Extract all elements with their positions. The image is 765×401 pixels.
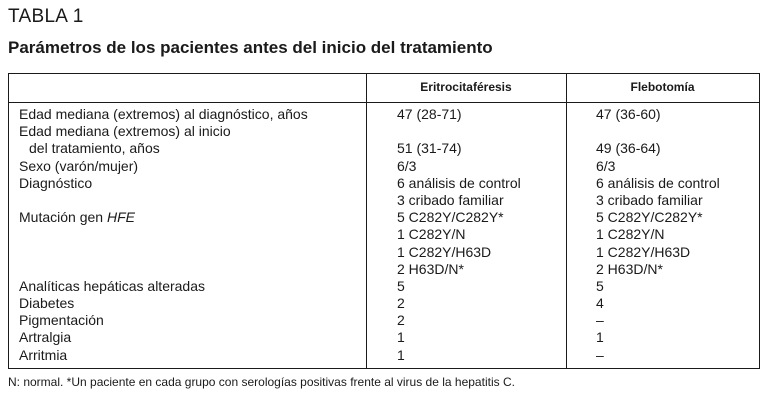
eritrocitaferesis-cell: 1 — [397, 329, 405, 346]
param-cell: Diabetes — [19, 295, 75, 312]
eritrocitaferesis-cell: 2 H63D/N* — [397, 260, 464, 277]
flebotomia-cell: 6/3 — [596, 157, 616, 174]
flebotomia-cell: 2 H63D/N* — [596, 260, 663, 277]
flebotomia-cell: – — [596, 312, 604, 329]
table-row — [9, 244, 759, 261]
eritrocitaferesis-cell: 1 — [397, 346, 405, 363]
eritrocitaferesis-cell: 1 C282Y/H63D — [397, 243, 492, 260]
flebotomia-cell: 5 — [596, 277, 604, 294]
param-cell: Diagnóstico — [19, 174, 93, 191]
param-cell: Artralgia — [19, 329, 72, 346]
flebotomia-cell: 5 C282Y/C282Y* — [596, 209, 703, 226]
table-row — [9, 192, 759, 209]
table-row — [9, 106, 759, 123]
param-cell: Arritmia — [19, 346, 68, 363]
table-row — [9, 226, 759, 243]
gene-name: HFE — [106, 209, 135, 226]
param-cell: Edad mediana (extremos) al inicio — [19, 123, 231, 140]
table-row — [9, 347, 759, 364]
table-row — [9, 140, 759, 157]
table-footnote: N: normal. *Un paciente en cada grupo con serologías positivas frente al virus de la hepatitis C. — [8, 375, 515, 389]
param-cell: del tratamiento, años — [29, 140, 160, 157]
param-cell: Analíticas hepáticas alteradas — [19, 277, 205, 294]
flebotomia-cell: 6 análisis de control — [596, 174, 720, 191]
table-row — [9, 209, 759, 226]
header-divider — [9, 102, 759, 103]
param-cell: Sexo (varón/mujer) — [19, 157, 139, 174]
eritrocitaferesis-cell: 2 — [397, 312, 405, 329]
flebotomia-cell: 49 (36-64) — [596, 140, 661, 157]
flebotomia-cell: – — [596, 346, 604, 363]
table-row — [9, 329, 759, 346]
table-row — [9, 175, 759, 192]
table-row — [9, 123, 759, 140]
flebotomia-cell: 47 (36-60) — [596, 106, 661, 122]
eritrocitaferesis-cell: 5 — [397, 277, 405, 294]
table-row — [9, 295, 759, 312]
flebotomia-cell: 3 cribado familiar — [596, 191, 703, 208]
table-title: Parámetros de los pacientes antes del inicio del tratamiento — [8, 38, 493, 57]
eritrocitaferesis-cell: 47 (28-71) — [397, 106, 462, 122]
flebotomia-cell: 1 C282Y/N — [596, 226, 665, 243]
flebotomia-cell: 1 — [596, 329, 604, 346]
flebotomia-cell: 1 C282Y/H63D — [596, 243, 691, 260]
param-cell — [19, 209, 135, 226]
param-cell: Edad mediana (extremos) al diagnóstico, años — [19, 106, 308, 122]
table-row — [9, 312, 759, 329]
column-header-eritrocitaferesis: Eritrocitaféresis — [420, 80, 512, 94]
param-prefix: Mutación gen — [19, 209, 107, 226]
flebotomia-cell: 4 — [596, 295, 604, 312]
table-body — [9, 106, 759, 364]
eritrocitaferesis-cell: 5 C282Y/C282Y* — [397, 209, 504, 226]
table-label: TABLA 1 — [8, 6, 84, 27]
table-row — [9, 278, 759, 295]
eritrocitaferesis-cell: 6 análisis de control — [397, 174, 521, 191]
eritrocitaferesis-cell: 1 C282Y/N — [397, 226, 466, 243]
eritrocitaferesis-cell: 6/3 — [397, 157, 417, 174]
eritrocitaferesis-cell: 3 cribado familiar — [397, 191, 504, 208]
eritrocitaferesis-cell: 2 — [397, 295, 405, 312]
eritrocitaferesis-cell: 51 (31-74) — [397, 140, 462, 157]
table-row — [9, 158, 759, 175]
table-row — [9, 261, 759, 278]
data-table — [8, 73, 760, 369]
param-cell: Pigmentación — [19, 312, 104, 329]
column-header-flebotomia: Flebotomía — [630, 80, 695, 94]
